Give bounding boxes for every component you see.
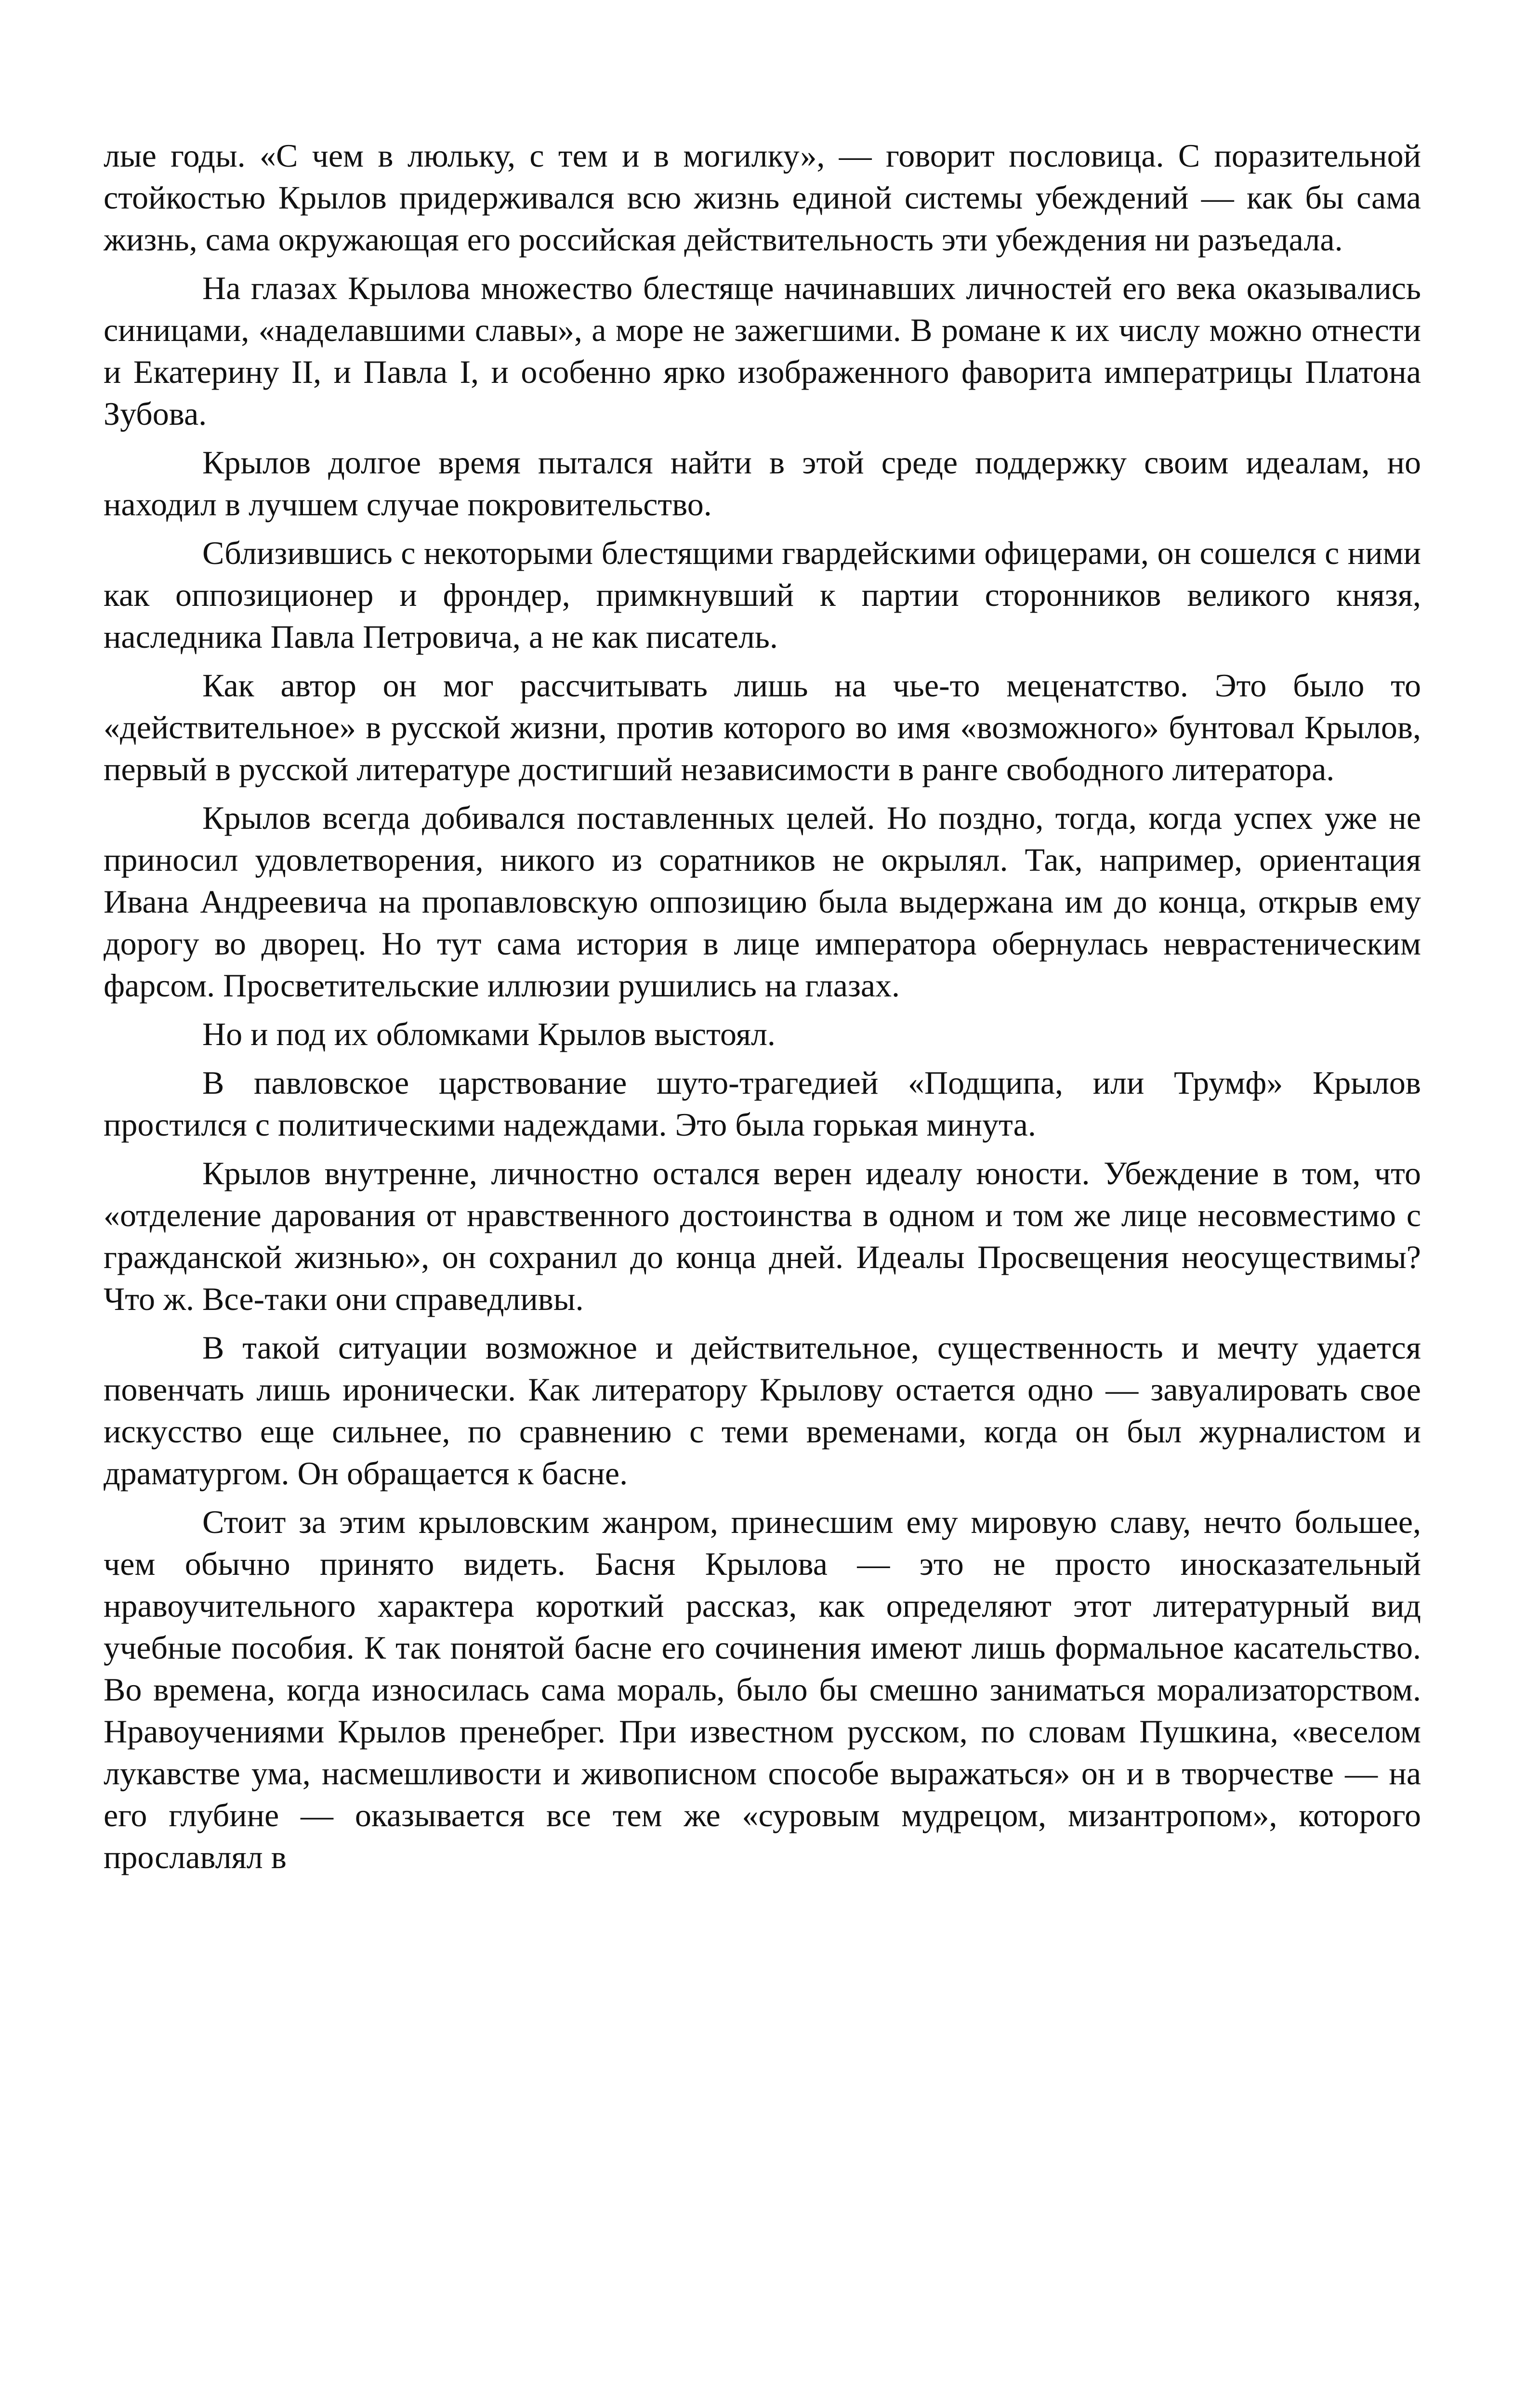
paragraph-1: лые годы. «С чем в люльку, с тем и в могилку», — говорит пословица. С поразительной стойкостью Крылов придерживался всю жизнь единой системы убеждений — как бы сама жизнь, сама окружающая его российская действительность эти убеждения ни разъедала. <box>104 137 1421 258</box>
paragraph-3: Крылов долгое время пытался найти в этой среде поддержку своим идеалам, но находил в лучшем случае покровительство. <box>104 444 1421 523</box>
paragraph-5: Как автор он мог рассчитывать лишь на чье-то меценатство. Это было то «действительное» в русской жизни, против которого во имя «возможного» бунтовал Крылов, первый в русской литературе достигший независимости в ранге свободного литератора. <box>104 667 1421 787</box>
paragraph-2: На глазах Крылова множество блестяще начинавших личностей его века оказывались синицами, «наделавшими славы», а море не зажегшими. В романе к их числу можно отнести и Екатерину II, и Павла I, и особенно ярко изображенного фаворита императрицы Платона Зубова. <box>104 270 1421 432</box>
paragraph-10: В такой ситуации возможное и действительное, существенность и мечту удается повенчать лишь иронически. Как литератору Крылову остается одно — завуалировать свое искусство еще сильнее, по сравнению с теми временами, когда он был журналистом и драматургом. Он обращается к басне. <box>104 1329 1421 1492</box>
paragraph-8: В павловское царствование шуто-трагедией «Подщипа, или Трумф» Крылов простился с политическими надеждами. Это была горькая минута. <box>104 1064 1421 1143</box>
paragraph-11: Стоит за этим крыловским жанром, принесшим ему мировую славу, нечто большее, чем обычно принято видеть. Басня Крылова — это не просто иносказательный нравоучительного характера короткий рассказ, как определяют этот литературный вид учебные пособия. К так понятой басне его сочинения имеют лишь формальное касательство. Во времена, когда износилась сама мораль, было бы смешно заниматься морализаторством. Нравоучениями Крылов пренебрег. При известном русском, по словам Пушкина, «веселом лукавстве ума, насмешливости и живописном способе выражаться» он и в творчестве — на его глубине — оказывается все тем же «суровым мудрецом, мизантропом», которого прославлял в <box>104 1504 1421 1875</box>
book-page <box>104 135 1421 1885</box>
paragraph-9: Крылов внутренне, личностно остался верен идеалу юности. Убеждение в том, что «отделение дарования от нравственного достоинства в одном и том же лице несовместимо с гражданской жизнью», он сохранил до конца дней. Идеалы Просвещения неосуществимы? Что ж. Все-таки они справедливы. <box>104 1155 1421 1317</box>
paragraph-7: Но и под их обломками Крылов выстоял. <box>202 1016 776 1052</box>
paragraph-6: Крылов всегда добивался поставленных целей. Но поздно, тогда, когда успех уже не приносил удовлетворения, никого из соратников не окрылял. Так, например, ориентация Ивана Андреевича на пропавловскую оппозицию была выдержана им до конца, открыв ему дорогу во дворец. Но тут сама история в лице императора обернулась неврастеническим фарсом. Просветительские иллюзии рушились на глазах. <box>104 799 1421 1004</box>
paragraph-4: Сблизившись с некоторыми блестящими гвардейскими офицерами, он сошелся с ними как оппозиционер и фрондер, примкнувший к партии сторонников великого князя, наследника Павла Петровича, а не как писатель. <box>104 535 1421 655</box>
